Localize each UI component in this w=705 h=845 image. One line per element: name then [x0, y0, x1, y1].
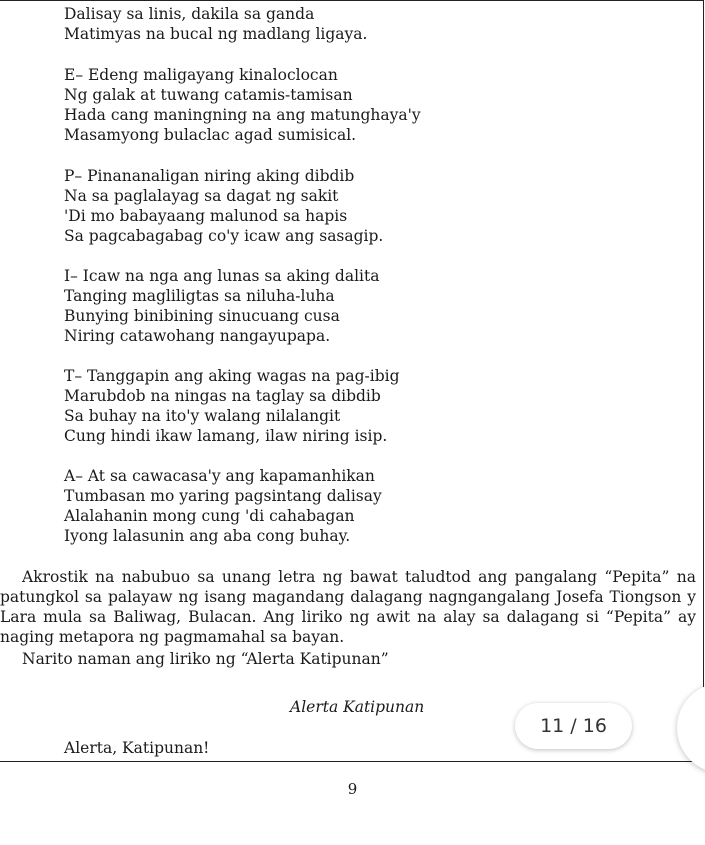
- poem-title: Alerta Katipunan: [290, 698, 425, 716]
- poem-line: Iyong lalasunin ang aba cong buhay.: [64, 527, 351, 545]
- poem-line: Tumbasan mo yaring pagsintang dalisay: [64, 487, 382, 505]
- poem-line: Alerta, Katipunan!: [64, 739, 210, 757]
- poem-line: Cung hindi ikaw lamang, ilaw niring isip.: [64, 427, 388, 445]
- poem-line: Niring catawohang nangayupapa.: [64, 327, 331, 345]
- poem-line: Marubdob na ningas na taglay sa dibdib: [64, 387, 381, 405]
- poem-line: Bunying binibining sinucuang cusa: [64, 307, 340, 325]
- poem-line: Matimyas na bucal ng madlang ligaya.: [64, 25, 368, 43]
- page-counter-badge: 11 / 16: [515, 703, 632, 749]
- poem-line: Ng galak at tuwang catamis-tamisan: [64, 86, 353, 104]
- poem-line: Sa pagcabagabag co'y icaw ang sasagip.: [64, 227, 384, 245]
- poem-line: Sa buhay na ito'y walang nilalangit: [64, 407, 341, 425]
- poem-line: Alalahanin mong cung 'di cahabagan: [64, 507, 355, 525]
- intro-sentence: Narito naman ang liriko ng “Alerta Katipunan”: [22, 650, 389, 668]
- poem-line: Dalisay sa linis, dakila sa ganda: [64, 5, 315, 23]
- poem-line: Na sa paglalayag sa dagat ng sakit: [64, 187, 339, 205]
- body-paragraph: Akrostik na nabubuo sa unang letra ng bawat taludtod ang pangalang “Pepita” na patungkol sa palayaw ng isang magandang dalagang nagngangalang Josefa Tiongson y Lara mula sa Baliwag, Bulacan. Ang liriko ng awit na alay sa dalagang si “Pepita” ay naging metapora ng pagmamahal sa bayan.: [0, 568, 696, 646]
- poem-line: Tanging magliligtas sa niluha-luha: [64, 287, 335, 305]
- poem-line: Hada cang maningning na ang matunghaya'y: [64, 106, 421, 124]
- poem-line: P– Pinananaligan niring aking dibdib: [64, 167, 355, 185]
- poem-line: I– Icaw na nga ang lunas sa aking dalita: [64, 267, 380, 285]
- page-number: 9: [347, 780, 358, 798]
- poem-line: 'Di mo babayaang malunod sa hapis: [64, 207, 348, 225]
- poem-line: Masamyong bulaclac agad sumisical.: [64, 126, 357, 144]
- poem-line: A– At sa cawacasa'y ang kapamanhikan: [64, 467, 375, 485]
- poem-line: E– Edeng maligayang kinaloclocan: [64, 66, 338, 84]
- poem-line: T– Tanggapin ang aking wagas na pag-ibig: [64, 367, 400, 385]
